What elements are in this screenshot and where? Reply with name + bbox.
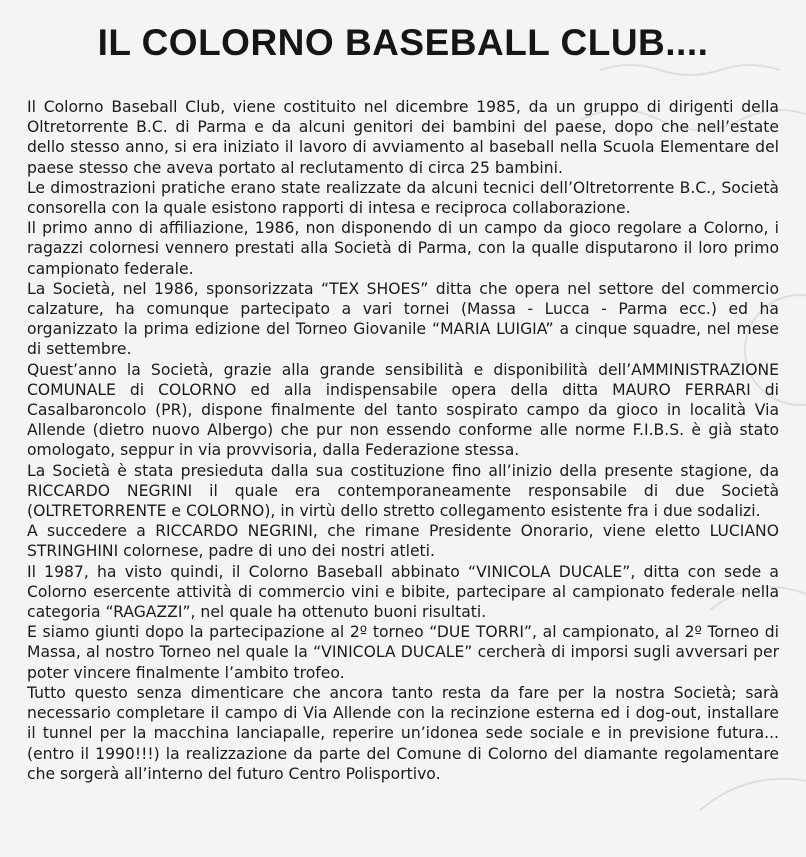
article-body [27,97,779,784]
page-title: IL COLORNO BASEBALL CLUB.... [97,22,709,63]
paragraph: Quest’anno la Società, grazie alla grande sensibilità e disponibilità dell’AMMINISTRAZIONE COMUNALE di COLORNO ed alla indispensabile opera della ditta MAURO FERRARI di Casalbaroncolo (PR), dispone finalmente del tanto sospirato campo da gioco in località Via Allende (dietro nuovo Albergo) che pur non essendo conforme alle norme F.I.B.S. è già stato omologato, seppur in via provvisoria, dalla Federazione stessa. [27,360,779,460]
paragraph: Le dimostrazioni pratiche erano state realizzate da alcuni tecnici dell’Oltretorrente B.C., Società consorella con la quale esistono rapporti di intesa e reciproca collaborazione. [27,178,779,218]
paragraph: La Società, nel 1986, sponsorizzata “TEX SHOES” ditta che opera nel settore del commercio calzature, ha comunque partecipato a vari tornei (Massa - Lucca - Parma ecc.) ed ha organizzato la prima edizione del Torneo Giovanile “MARIA LUIGIA” a cinque squadre, nel mese di settembre. [27,279,779,359]
paragraph: Il primo anno di affiliazione, 1986, non disponendo di un campo da gioco regolare a Colorno, i ragazzi colornesi vennero prestati alla Società di Parma, con la qualle disputarono il loro primo campionato federale. [27,219,779,278]
paragraph: Il Colorno Baseball Club, viene costituito nel dicembre 1985, da un gruppo di dirigenti della Oltretorrente B.C. di Parma e da alcuni genitori dei bambini del paese, dopo che nell’estate dello stesso anno, si era iniziato il lavoro di avviamento al baseball nella Scuola Elementare del paese stesso che aveva portato al reclutamento di circa 25 bambini. [27,98,779,177]
paragraph: Il 1987, ha visto quindi, il Colorno Baseball abbinato “VINICOLA DUCALE”, ditta con sede a Colorno esercente attività di commercio vini e bibite, partecipare al campionato federale nella categoria “RAGAZZI”, nel quale ha ottenuto buoni risultati. [27,562,779,622]
paragraph: E siamo giunti dopo la partecipazione al 2º torneo “DUE TORRI”, al campionato, al 2º Torneo di Massa, al nostro Torneo nel quale la “VINICOLA DUCALE” cercherà di imporsi sugli avversari per poter vincere finalmente l’ambito trofeo. [27,623,779,682]
paragraph: La Società è stata presieduta dalla sua costituzione fino all’inizio della presente stagione, da RICCARDO NEGRINI il quale era contemporaneamente responsabile di due Società (OLTRETORRENTE e COLORNO), in virtù dello stretto collegamento esistente fra i due sodalizi. [27,461,779,521]
paragraph: Tutto questo senza dimenticare che ancora tanto resta da fare per la nostra Società; sarà necessario completare il campo di Via Allende con la recinzione esterna ed i dog-out, installare il tunnel per la macchina lanciapalle, reperire un’idonea sede sociale e in previsione futura... (entro il 1990!!!) la realizzazione da parte del Comune di Colorno del diamante regolamentare che sorgerà all’interno del futuro Centro Polisportivo. [27,683,779,783]
paragraph: A succedere a RICCARDO NEGRINI, che rimane Presidente Onorario, viene eletto LUCIANO STRINGHINI colornese, padre di uno dei nostri atleti. [27,522,779,561]
